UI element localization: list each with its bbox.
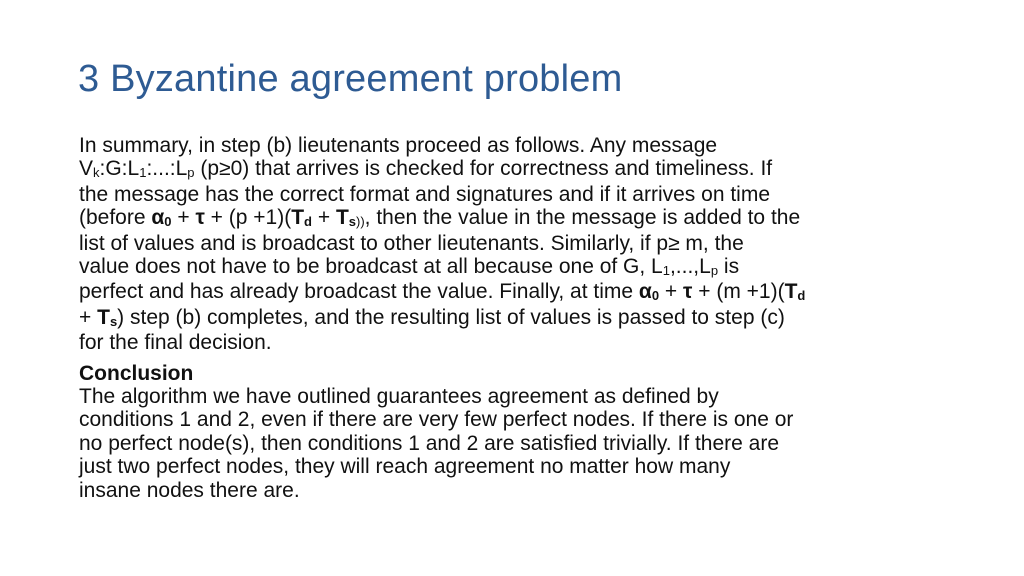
summary-paragraph [79,134,959,355]
slide-title: 3 Byzantine agreement problem [78,58,623,100]
conclusion-line: just two perfect nodes, they will reach agreement no matter how many [79,455,731,479]
conclusion-line: The algorithm we have outlined guarantees agreement as defined by [79,385,719,409]
conclusion-line: no perfect node(s), then conditions 1 and 2 are satisfied trivially. If there are [79,431,779,455]
summary-line-5: list of values and is broadcast to other lieutenants. Similarly, if p≥ m, the [79,231,744,255]
conclusion-heading: Conclusion [79,361,194,385]
summary-line-6: value does not have to be broadcast at all because one of G, $L_1,...,L_p$ is [79,255,740,279]
conclusion-line: conditions 1 and 2, even if there are very few perfect nodes. If there is one or [79,408,794,432]
summary-line-7: perfect and has already broadcast the value. Finally, at time $\alpha_0 + \tau + (m +1)(T_d$ [79,280,806,304]
summary-line-2: $V_k:G:L_1:...:L_p$ (p≥0) that arrives is checked for correctness and timeliness. If [79,157,773,181]
conclusion-paragraph [79,362,959,502]
conclusion-line: insane nodes there are. [79,478,300,502]
summary-line-3: the message has the correct format and signatures and if it arrives on time [79,182,771,206]
slide-body [79,134,959,502]
summary-line-8: + $T_s$) step (b) completes, and the resulting list of values is passed to step (c) [79,305,785,329]
summary-line-4: (before $\alpha_0 + \tau + (p +1)(T_d + T_{s))}$, then the value in the message is added to the [79,206,801,230]
summary-line-9: for the final decision. [79,331,272,355]
summary-line-1: In summary, in step (b) lieutenants proceed as follows. Any message [79,134,718,157]
